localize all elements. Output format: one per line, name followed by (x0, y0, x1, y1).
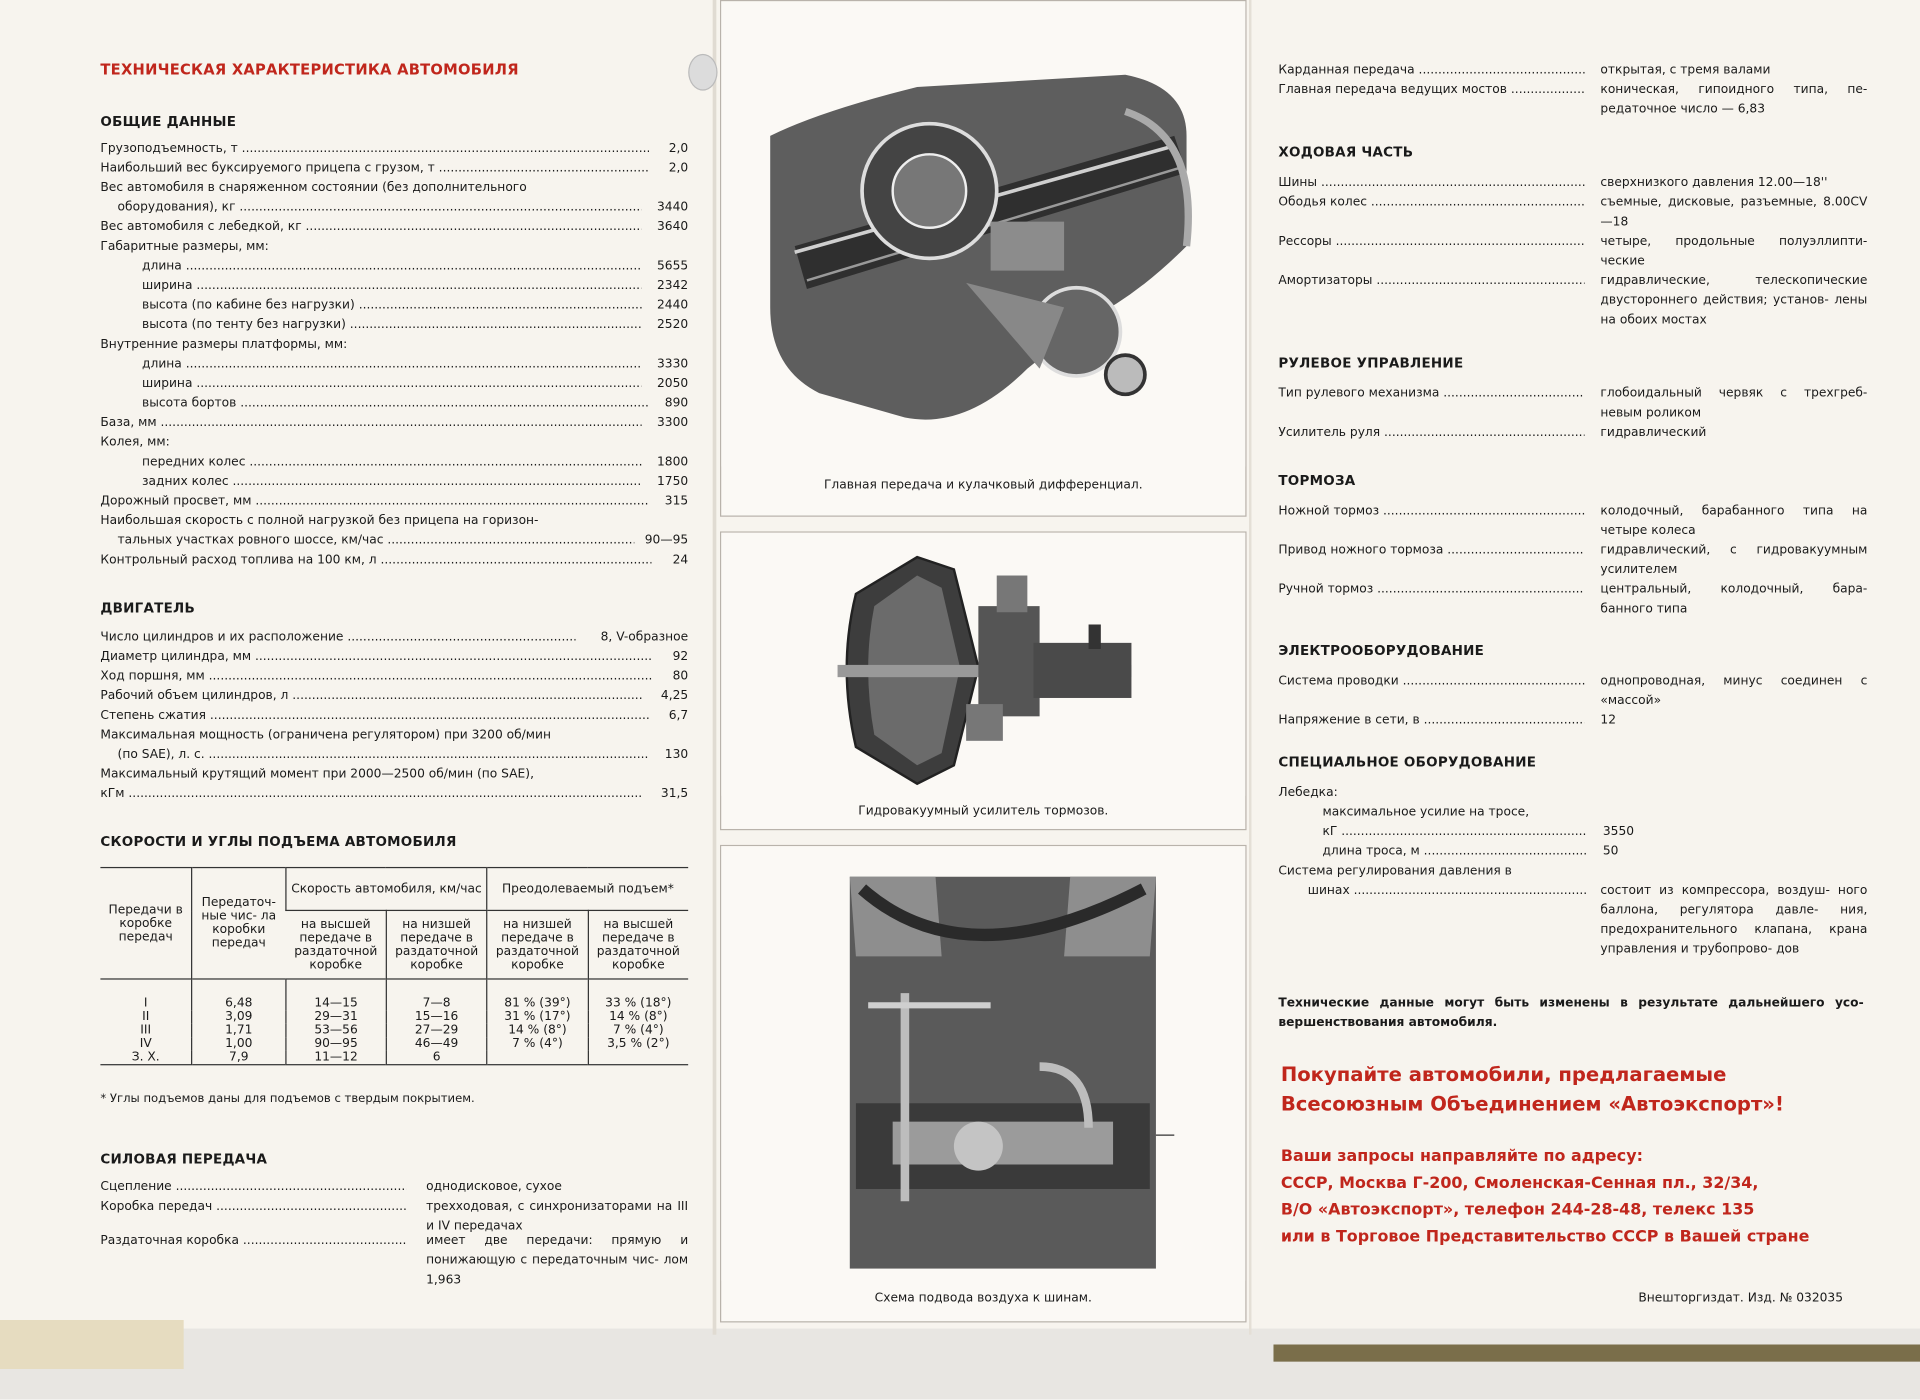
caption-final-drive: Главная передача и кулачковый дифференциал. (823, 478, 1143, 493)
spec-label: Рабочий объем цилиндров, л ..... (100, 687, 641, 707)
winch-force-unit: кГ ..... (1322, 823, 1586, 843)
punch-hole-left (688, 54, 717, 91)
speed-row (100, 979, 688, 1010)
speed-cell-ratio: 3,09 (192, 1010, 286, 1023)
speed-row (100, 1024, 688, 1037)
spec-label: ширина ..... (142, 375, 642, 395)
spec-label: передних колес ..... (142, 453, 642, 473)
tire-system-label-1: Система регулирования давления в (1278, 864, 1512, 878)
transmission-value: имеет две передачи: прямую и понижающую с передаточным чис- лом 1,963 (426, 1234, 689, 1287)
winch-cable-label: длина троса, м ..... (1322, 842, 1586, 862)
spec-row (100, 512, 688, 532)
spec-label: длина ..... (142, 257, 642, 277)
spec-value: 2,0 (668, 142, 689, 156)
spec-value: 1750 (657, 475, 689, 489)
page-title: ТЕХНИЧЕСКАЯ ХАРАКТЕРИСТИКА АВТОМОБИЛЯ (100, 61, 519, 79)
transmission-label: Сцепление ..... (100, 1178, 406, 1198)
speed-cell-speed-high: 11—12 (286, 1051, 386, 1065)
spec-row (100, 746, 688, 766)
spec-label: Ручной тормоз ..... (1278, 580, 1584, 600)
spec-label: Наибольший вес буксируемого прицепа с грузом, т ..... (100, 159, 649, 179)
transmission-label: Раздаточная коробка ..... (100, 1232, 406, 1252)
fold-line-right (1249, 0, 1251, 1335)
spec-value: гидравлический (1600, 426, 1707, 440)
spec-value: 2,0 (668, 161, 689, 176)
spec-value: 31,5 (660, 787, 689, 801)
spec-label: Усилитель руля ..... (1278, 424, 1584, 444)
speeds-table-body (100, 979, 688, 1065)
spec-row (100, 433, 688, 453)
spec-row (100, 140, 688, 160)
spec-value: 3330 (657, 357, 689, 372)
spec-value: коническая, гипоидного типа, пе- редаточное число — 6,83 (1600, 83, 1868, 117)
speed-row (100, 1010, 688, 1023)
spec-label: Максимальный крутящий момент при 2000—2500 об/мин (по SAE), (100, 767, 534, 782)
spec-label: Шины ..... (1278, 174, 1584, 194)
speed-cell-ratio: 1,71 (192, 1024, 286, 1037)
spec-value: сверхнизкого давления 12.00—18'' (1600, 176, 1828, 190)
spec-value: глобоидальный червяк с трехгреб- невым роликом (1600, 386, 1868, 421)
spec-value: центральный, колодочный, бара- банного типа (1600, 582, 1868, 616)
spec-row (100, 179, 688, 199)
speed-cell-speed-low: 46—49 (386, 1037, 487, 1050)
spec-label: Ободья колес ..... (1278, 193, 1584, 213)
winch-force-value: 3550 (1602, 825, 1635, 839)
col-gear-header: Передачи в коробке передач (108, 903, 183, 944)
spec-value: 5655 (657, 259, 689, 274)
spec-label: База, мм ..... (100, 414, 641, 434)
spec-value: 4,25 (660, 689, 689, 703)
spec-row (100, 238, 688, 258)
speeds-heading: СКОРОСТИ И УГЛЫ ПОДЪЕМА АВТОМОБИЛЯ (100, 833, 457, 850)
speed-cell-speed-low: 15—16 (386, 1010, 487, 1023)
spec-value: гидравлические, телескопические двустороннего действия; установ- лены на обоих мостах (1600, 274, 1868, 327)
spec-label: (по SAE), л. с. ..... (118, 746, 649, 766)
spec-value: 130 (664, 748, 689, 762)
spec-label: Главная передача ведущих мостов ..... (1278, 81, 1584, 101)
spec-row (100, 355, 688, 375)
panel-brake-booster (720, 531, 1247, 830)
spec-row (100, 453, 688, 473)
promo-line-2: Всесоюзным Объединением «Автоэкспорт»! (1280, 1092, 1784, 1116)
spec-value: 2050 (657, 377, 689, 391)
speed-cell-climb-low: 7 % (4°) (487, 1037, 588, 1050)
spec-label: Напряжение в сети, в ..... (1278, 711, 1584, 731)
brakes-heading: ТОРМОЗА (1278, 472, 1356, 489)
sub-speed-low: на низшей передаче в раздаточной коробке (386, 910, 487, 979)
speed-cell-climb-high: 14 % (8°) (588, 1010, 688, 1023)
speed-cell-climb-low: 81 % (39°) (487, 979, 588, 1010)
spec-value: 3300 (657, 416, 689, 430)
speed-cell-climb-high: 33 % (18°) (588, 979, 688, 1010)
winch-label: Лебедка: (1278, 786, 1338, 800)
spec-label: Вес автомобиля в снаряженном состоянии (без дополнительного (100, 181, 527, 195)
spec-label: высота (по тенту без нагрузки) ..... (142, 316, 642, 336)
spec-label: тальных участках ровного шоссе, км/час ..... (118, 531, 635, 551)
speeds-footnote: * Углы подъемов даны для подъемов с твердым покрытием. (100, 1092, 475, 1106)
spec-label: Рессоры ..... (1278, 233, 1584, 253)
spec-label: ширина ..... (142, 277, 642, 297)
speed-cell-gear: III (140, 1023, 152, 1038)
speed-cell-gear: IV (139, 1037, 152, 1051)
spec-value: 890 (664, 396, 689, 411)
speed-cell-speed-high: 29—31 (286, 1010, 386, 1023)
address-line-4: или в Торговое Представительство СССР в Вашей стране (1280, 1228, 1810, 1247)
spec-label: Колея, мм: (100, 435, 170, 450)
spec-value: 315 (664, 494, 689, 509)
spec-row (100, 218, 688, 238)
panel-final-drive (720, 0, 1247, 517)
transmission-value: однодисковое, сухое (426, 1180, 562, 1194)
spec-label: Число цилиндров и их расположение ..... (100, 628, 575, 648)
spec-row (100, 198, 688, 218)
spec-row (100, 648, 688, 668)
spec-value: колодочный, барабанного типа на четыре колеса (1600, 504, 1868, 538)
spec-value: 1800 (657, 455, 689, 469)
spec-value: 3640 (657, 220, 689, 234)
spec-row (100, 414, 688, 434)
spec-row (100, 707, 688, 727)
caption-tire-air: Схема подвода воздуха к шинам. (874, 1291, 1092, 1306)
publisher-line: Внешторгиздат. Изд. № 032035 (1638, 1291, 1844, 1306)
sub-climb-high: на высшей передаче в раздаточной коробке (588, 910, 688, 979)
speed-cell-climb-high (588, 1051, 688, 1065)
spec-row (100, 726, 688, 746)
speed-cell-climb-high: 7 % (4°) (588, 1024, 688, 1037)
spec-label: Грузоподъемность, т ..... (100, 140, 649, 160)
speed-cell-ratio: 6,48 (192, 979, 286, 1010)
speed-cell-speed-high: 53—56 (286, 1024, 386, 1037)
spec-value: 92 (672, 650, 689, 664)
spec-value: четыре, продольные полуэллипти- ческие (1600, 235, 1868, 269)
spec-row (100, 687, 688, 707)
speed-cell-gear: II (142, 1010, 150, 1024)
caption-brake-booster: Гидровакуумный усилитель тормозов. (858, 804, 1109, 818)
change-note: Технические данные могут быть изменены в результате дальнейшего усо- вершенствования автомобиля. (1278, 996, 1864, 1030)
spec-label: Система проводки ..... (1278, 672, 1584, 692)
spec-value: гидравлический, с гидровакуумным усилителем (1600, 543, 1868, 577)
spec-label: Диаметр цилиндра, мм ..... (100, 648, 651, 668)
panel-tire-air (720, 845, 1247, 1323)
spec-label: Привод ножного тормоза ..... (1278, 541, 1584, 561)
spec-label: оборудования), кг ..... (118, 198, 642, 218)
address-line-3: В/О «Автоэкспорт», телефон 244-28-48, телекс 135 (1280, 1201, 1755, 1220)
spec-row (100, 159, 688, 179)
speed-cell-ratio: 1,00 (192, 1037, 286, 1050)
tire-system-label-2: шинах ..... (1308, 882, 1587, 902)
speed-cell-gear: З. Х. (131, 1050, 160, 1065)
spec-value: 24 (672, 553, 689, 567)
general-heading: ОБЩИЕ ДАННЫЕ (100, 113, 237, 130)
spec-row (100, 257, 688, 277)
electrical-heading: ЭЛЕКТРООБОРУДОВАНИЕ (1278, 642, 1485, 659)
speed-cell-ratio: 7,9 (192, 1051, 286, 1065)
fold-line-left (713, 0, 717, 1335)
special-heading: СПЕЦИАЛЬНОЕ ОБОРУДОВАНИЕ (1278, 754, 1537, 771)
spec-row (100, 667, 688, 687)
promo-line-1: Покупайте автомобили, предлагаемые (1280, 1062, 1727, 1087)
transmission-value: трехходовая, с синхронизаторами на III и IV передачах (426, 1200, 689, 1234)
spec-value: 6,7 (668, 708, 689, 723)
spec-value: 90—95 (644, 533, 689, 548)
address-line-2: СССР, Москва Г-200, Смоленская-Сенная пл., 32/34, (1280, 1174, 1759, 1193)
spec-label: Наибольшая скорость с полной нагрузкой без прицепа на горизон- (100, 514, 539, 528)
spec-value: 2342 (657, 279, 689, 293)
speed-cell-climb-high: 3,5 % (2°) (588, 1037, 688, 1050)
tire-air-illustration (721, 846, 1245, 1281)
speed-cell-speed-low: 27—29 (386, 1024, 487, 1037)
winch-cable-value: 50 (1602, 844, 1619, 859)
speed-cell-speed-low: 6 (386, 1051, 487, 1065)
running-heading: ХОДОВАЯ ЧАСТЬ (1278, 144, 1414, 161)
spec-label: кГм ..... (100, 785, 641, 805)
steering-heading: РУЛЕВОЕ УПРАВЛЕНИЕ (1278, 355, 1464, 372)
spec-row (100, 375, 688, 395)
spec-value: открытая, с тремя валами (1600, 63, 1771, 78)
spec-label: Дорожный просвет, мм ..... (100, 492, 649, 512)
speed-cell-climb-low: 31 % (17°) (487, 1010, 588, 1023)
spec-label: высота бортов ..... (142, 394, 649, 414)
spec-label: Ход поршня, мм ..... (100, 667, 651, 687)
spec-value: однопроводная, минус соединен с «массой» (1600, 674, 1868, 708)
spec-value: 80 (672, 669, 689, 684)
spec-label: Максимальная мощность (ограничена регулятором) при 3200 об/мин (100, 728, 552, 743)
spec-label: Габаритные размеры, мм: (100, 240, 269, 254)
cover-edge (1273, 1345, 1920, 1362)
sub-speed-high: на высшей передаче в раздаточной коробке (294, 917, 378, 972)
spec-label: Тип рулевого механизма ..... (1278, 384, 1584, 404)
speed-row (100, 1051, 688, 1065)
spec-row (100, 296, 688, 316)
spec-label: Ножной тормоз ..... (1278, 502, 1584, 522)
spec-label: Контрольный расход топлива на 100 км, л ..... (100, 551, 651, 571)
address-line-1: Ваши запросы направляйте по адресу: (1280, 1147, 1643, 1166)
speed-group-header: Скорость автомобиля, км/час (286, 868, 487, 911)
spec-label: Вес автомобиля с лебедкой, кг ..... (100, 218, 641, 238)
spec-label: задних колес ..... (142, 473, 642, 493)
tire-system-value: состоит из компрессора, воздуш- ного баллона, регулятора давле- ния, предохранительного клапана, крана управления и трубопрово- дов (1600, 884, 1868, 957)
spec-value: 12 (1600, 713, 1617, 728)
speed-cell-speed-low: 7—8 (386, 979, 487, 1010)
spec-label: Амортизаторы ..... (1278, 272, 1584, 292)
spec-row (100, 316, 688, 336)
speed-cell-gear: I (143, 996, 148, 1011)
spec-row (100, 336, 688, 356)
sub-climb-low: на низшей передаче в раздаточной коробке (487, 910, 588, 979)
speeds-table (100, 867, 688, 1065)
spec-row (100, 785, 688, 805)
paper-tab (0, 1320, 184, 1369)
spec-label: Внутренние размеры платформы, мм: (100, 337, 348, 352)
engine-heading: ДВИГАТЕЛЬ (100, 600, 196, 616)
spec-row (100, 277, 688, 297)
col-ratio-header: Передаточ- ные чис- ла коробки передач (192, 868, 286, 979)
spec-row (100, 492, 688, 512)
spec-row (100, 551, 688, 571)
brake-booster-illustration (721, 533, 1245, 796)
winch-force-label: максимальное усилие на тросе, (1322, 805, 1530, 820)
spec-row (100, 473, 688, 493)
spec-label: Степень сжатия ..... (100, 707, 649, 727)
spec-label: высота (по кабине без нагрузки) ..... (142, 296, 642, 316)
spec-value: 3440 (657, 200, 689, 215)
spec-label: длина ..... (142, 355, 642, 375)
spec-row (100, 628, 688, 648)
spec-row (100, 765, 688, 785)
transmission-label: Коробка передач ..... (100, 1198, 406, 1218)
spec-value: съемные, дисковые, разъемные, 8.00CV—18 (1600, 195, 1868, 229)
speed-cell-speed-high: 90—95 (286, 1037, 386, 1050)
speed-cell-climb-low: 14 % (8°) (487, 1024, 588, 1037)
transmission-heading: СИЛОВАЯ ПЕРЕДАЧА (100, 1151, 268, 1167)
climb-group-header: Преодолеваемый подъем* (487, 868, 688, 911)
speed-cell-speed-high: 14—15 (286, 979, 386, 1010)
speed-row (100, 1037, 688, 1050)
speed-cell-climb-low (487, 1051, 588, 1065)
spec-value: 8, V-образное (600, 630, 689, 645)
spec-label: Карданная передача ..... (1278, 61, 1584, 81)
final-drive-illustration (721, 1, 1245, 466)
spec-row (100, 394, 688, 414)
spec-value: 2440 (657, 298, 689, 313)
page-bottom-edge (0, 1329, 1920, 1400)
spec-row (100, 531, 688, 551)
spec-value: 2520 (657, 318, 689, 332)
